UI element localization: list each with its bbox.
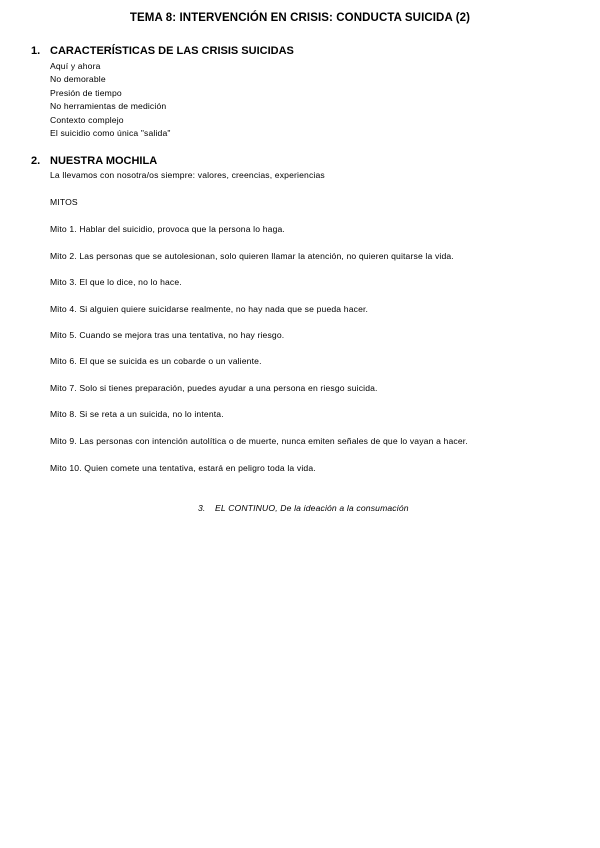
- mito-item: Mito 3. El que lo dice, no lo hace.: [50, 277, 182, 287]
- crisis-characteristic-item: No herramientas de medición: [50, 101, 167, 111]
- crisis-characteristic-item: No demorable: [50, 74, 106, 84]
- mito-item: Mito 6. El que se suicida es un cobarde o un valiente.: [50, 356, 262, 366]
- mito-item: Mito 7. Solo si tienes preparación, puedes ayudar a una persona en riesgo suicida.: [50, 383, 378, 393]
- section-2-number: 2.: [31, 155, 41, 167]
- mito-item: Mito 10. Quien comete una tentativa, estará en peligro toda la vida.: [50, 463, 316, 473]
- crisis-characteristic-item: Aquí y ahora: [50, 61, 101, 71]
- crisis-characteristic-item: El suicidio como única "salida": [50, 128, 171, 138]
- section-2-intro: La llevamos con nosotra/os siempre: valores, creencias, experiencias: [50, 170, 325, 180]
- mito-item: Mito 2. Las personas que se autolesionan, solo quieren llamar la atención, no quieren quitarse la vida.: [50, 251, 454, 261]
- section-1-heading: [31, 45, 294, 57]
- document-title: TEMA 8: INTERVENCIÓN EN CRISIS: CONDUCTA SUICIDA (2): [129, 12, 471, 24]
- mito-item: Mito 4. Si alguien quiere suicidarse realmente, no hay nada que se pueda hacer.: [50, 304, 369, 314]
- section-2-heading: [31, 155, 157, 167]
- section-3-number: 3.: [198, 503, 206, 513]
- mito-item: Mito 9. Las personas con intención autolítica o de muerte, nunca emiten señales de que lo vayan a hacer.: [50, 436, 468, 446]
- section-1-number: 1.: [31, 45, 41, 57]
- section-3-line: [198, 503, 409, 513]
- mito-item: Mito 1. Hablar del suicidio, provoca que la persona lo haga.: [50, 224, 285, 234]
- mito-item: Mito 8. Si se reta a un suicida, no lo intenta.: [50, 409, 224, 419]
- mito-item: Mito 5. Cuando se mejora tras una tentativa, no hay riesgo.: [50, 330, 285, 340]
- section-3-title: EL CONTINUO, De la ideación a la consumación: [215, 503, 409, 513]
- mitos-label: MITOS: [50, 197, 78, 207]
- section-2-title: NUESTRA MOCHILA: [50, 155, 158, 167]
- crisis-characteristic-item: Contexto complejo: [50, 115, 124, 125]
- crisis-characteristic-item: Presión de tiempo: [50, 88, 122, 98]
- section-1-title: CARACTERÍSTICAS DE LAS CRISIS SUICIDAS: [50, 45, 294, 57]
